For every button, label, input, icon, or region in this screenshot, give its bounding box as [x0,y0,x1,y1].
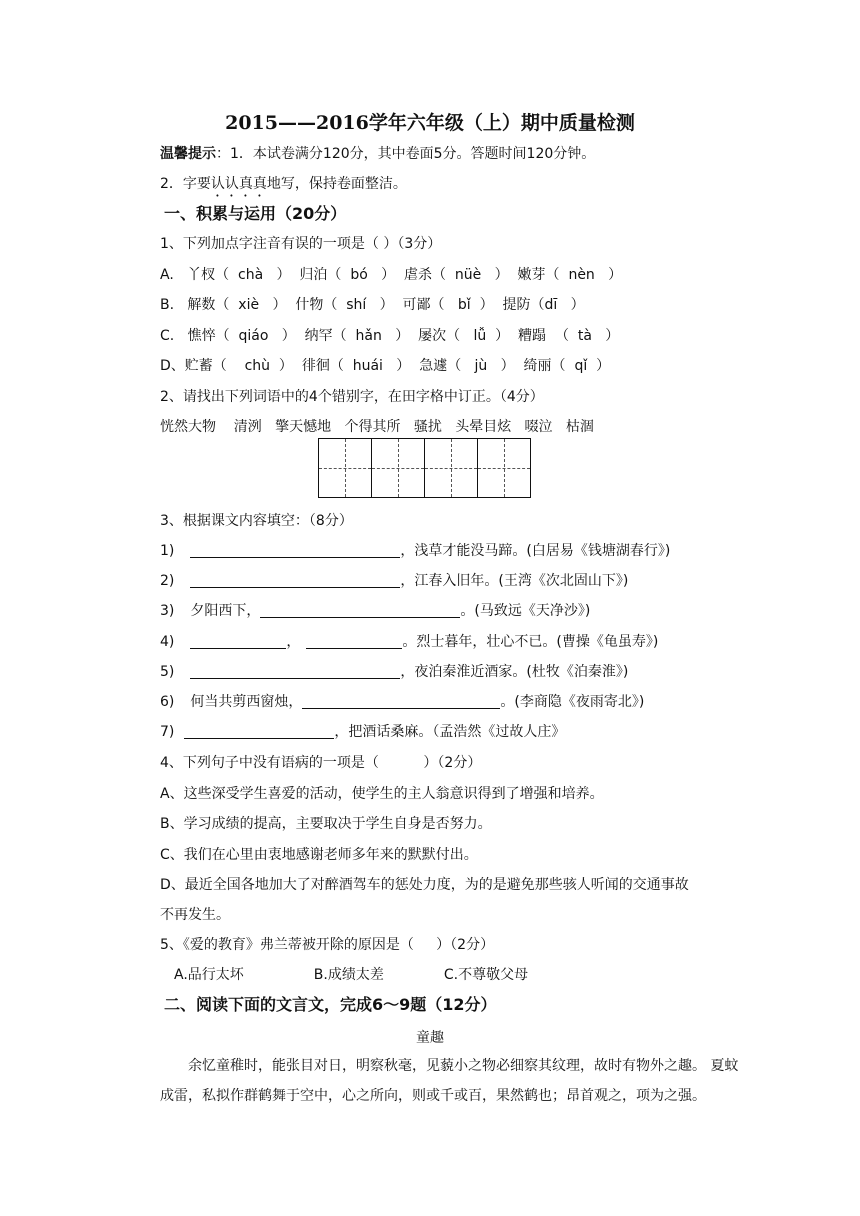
section-1-heading: 一、积累与运用（20分） [164,204,347,223]
q3-item-number: 2) [160,573,175,589]
q1-stem: 1、下列加点字注音有误的一项是（ ）（3分） [160,236,442,252]
q3-item-number: 5) [160,664,175,680]
answer-blank[interactable] [190,662,400,679]
q1-option-c: C. 憔悴（ qiáo ） 纳罕（ hǎn ） 屡次（ lǚ ） 糟蹋 （ tà ） [160,328,620,344]
tianzige-cell[interactable] [371,438,425,498]
q4-stem: 4、下列句子中没有语病的一项是（ ）（2分） [160,755,482,771]
q5-option-a: A.品行太坏 [174,967,244,983]
q3-item-number: 7) [160,724,175,740]
tips-text-2-emphasis: 认认真真 [210,176,267,192]
q3-item-text: ，夜泊秦淮近酒家。(杜牧《泊秦淮》) [400,664,629,680]
passage-title: 童趣 [416,1030,444,1046]
tianzige-grid[interactable] [318,438,530,498]
q3-item-1 [160,541,670,561]
q4-option-d-continued: 不再发生。 [160,907,230,923]
q3-item-number: 3) [160,603,175,619]
q1-option-a: A. 丫杈（ chà ） 归泊（ bó ） 虐杀（ nüè ） 嫩芽（ nèn ） [160,267,623,283]
q3-item-text: 。烈士暮年，壮心不已。(曹操《龟虽寿》) [402,634,659,650]
q3-item-text: ，把酒话桑麻。（孟浩然《过故人庄》 [334,724,566,740]
q3-item-text: 。(李商隐《夜雨寄北》) [500,694,645,710]
exam-title: 2015——2016学年六年级（上）期中质量检测 [225,112,635,134]
q3-item-text: 。(马致远《天净沙》) [460,603,591,619]
passage-text: 余忆童稚时，能张目对日，明察秋毫，见藐小之物必细察其纹理，故时有物外之趣。 夏蚊成雷，私拟作群鹤舞于空中，心之所向，则或千或百，果然鹤也；昂首观之，项为之强。 [160,1058,739,1104]
q5-stem: 5、《爱的教育》弗兰蒂被开除的原因是（ ）（2分） [160,937,495,953]
q5-options [174,965,528,985]
q1-option-b: B. 解数（ xiè ） 什物（ shí ） 可鄙（ bǐ ） 提防（dī ） [160,297,585,313]
q3-item-text-mid: ， [286,634,301,650]
q4-option-d: D、最近全国各地加大了对醉酒驾车的惩处力度，为的是避免那些骇人听闻的交通事故 [160,877,689,893]
q3-item-7 [160,722,565,742]
q3-item-text: ，浅草才能没马蹄。(白居易《钱塘湖春行》) [400,543,671,559]
answer-blank[interactable] [306,632,402,649]
q1-option-d: D、贮蓄（ chù ） 徘徊（ huái ） 急遽（ jù ） 绮丽（ qǐ ） [160,358,611,374]
q2-stem: 2、请找出下列词语中的4个错别字，在田字格中订正。（4分） [160,389,544,405]
tips-label: 温馨提示 [160,146,216,162]
tianzige-cell[interactable] [477,438,531,498]
section-2-heading: 二、阅读下面的文言文，完成6～9题（12分） [164,995,497,1014]
tips-line-1 [160,144,595,164]
tips-text-1: ：1．本试卷满分120分，其中卷面5分。答题时间120分钟。 [216,146,596,162]
answer-blank[interactable] [190,632,286,649]
q3-item-number: 6) [160,694,175,710]
q3-item-text-pre: 夕阳西下， [190,603,261,619]
tianzige-cell[interactable] [424,438,478,498]
answer-blank[interactable] [302,692,500,709]
q5-option-c: C.不尊敬父母 [443,967,529,983]
tips-line-2 [160,174,407,200]
tianzige-cell[interactable] [318,438,372,498]
tips-text-2-pre: 2．字要 [160,176,211,192]
answer-blank[interactable] [184,722,334,739]
q3-stem: 3、根据课文内容填空：（8分） [160,513,353,529]
q3-item-6 [160,692,644,712]
answer-blank[interactable] [190,541,400,558]
q5-option-b: B.成绩太差 [313,967,384,983]
q3-item-text: ，江春入旧年。(王湾《次北固山下》) [400,573,629,589]
q4-option-a: A、这些深受学生喜爱的活动，使学生的主人翁意识得到了增强和培养。 [160,786,604,802]
q3-item-3 [160,601,590,621]
q3-item-4 [160,632,658,652]
answer-blank[interactable] [190,571,400,588]
q3-item-5 [160,662,628,682]
q3-item-2 [160,571,628,591]
q4-option-b: B、学习成绩的提高，主要取决于学生自身是否努力。 [160,816,492,832]
tips-text-2-post: 地写，保持卷面整洁。 [266,176,407,192]
q4-option-c: C、我们在心里由衷地感谢老师多年来的默默付出。 [160,847,478,863]
q3-item-text-pre: 何当共剪西窗烛， [190,694,303,710]
q2-words: 恍然大物 清洌 擎天憾地 个得其所 骚扰 头晕目炫 啜泣 枯涸 [160,419,594,435]
q3-item-number: 1) [160,543,175,559]
answer-blank[interactable] [260,601,460,618]
q3-item-number: 4) [160,634,175,650]
